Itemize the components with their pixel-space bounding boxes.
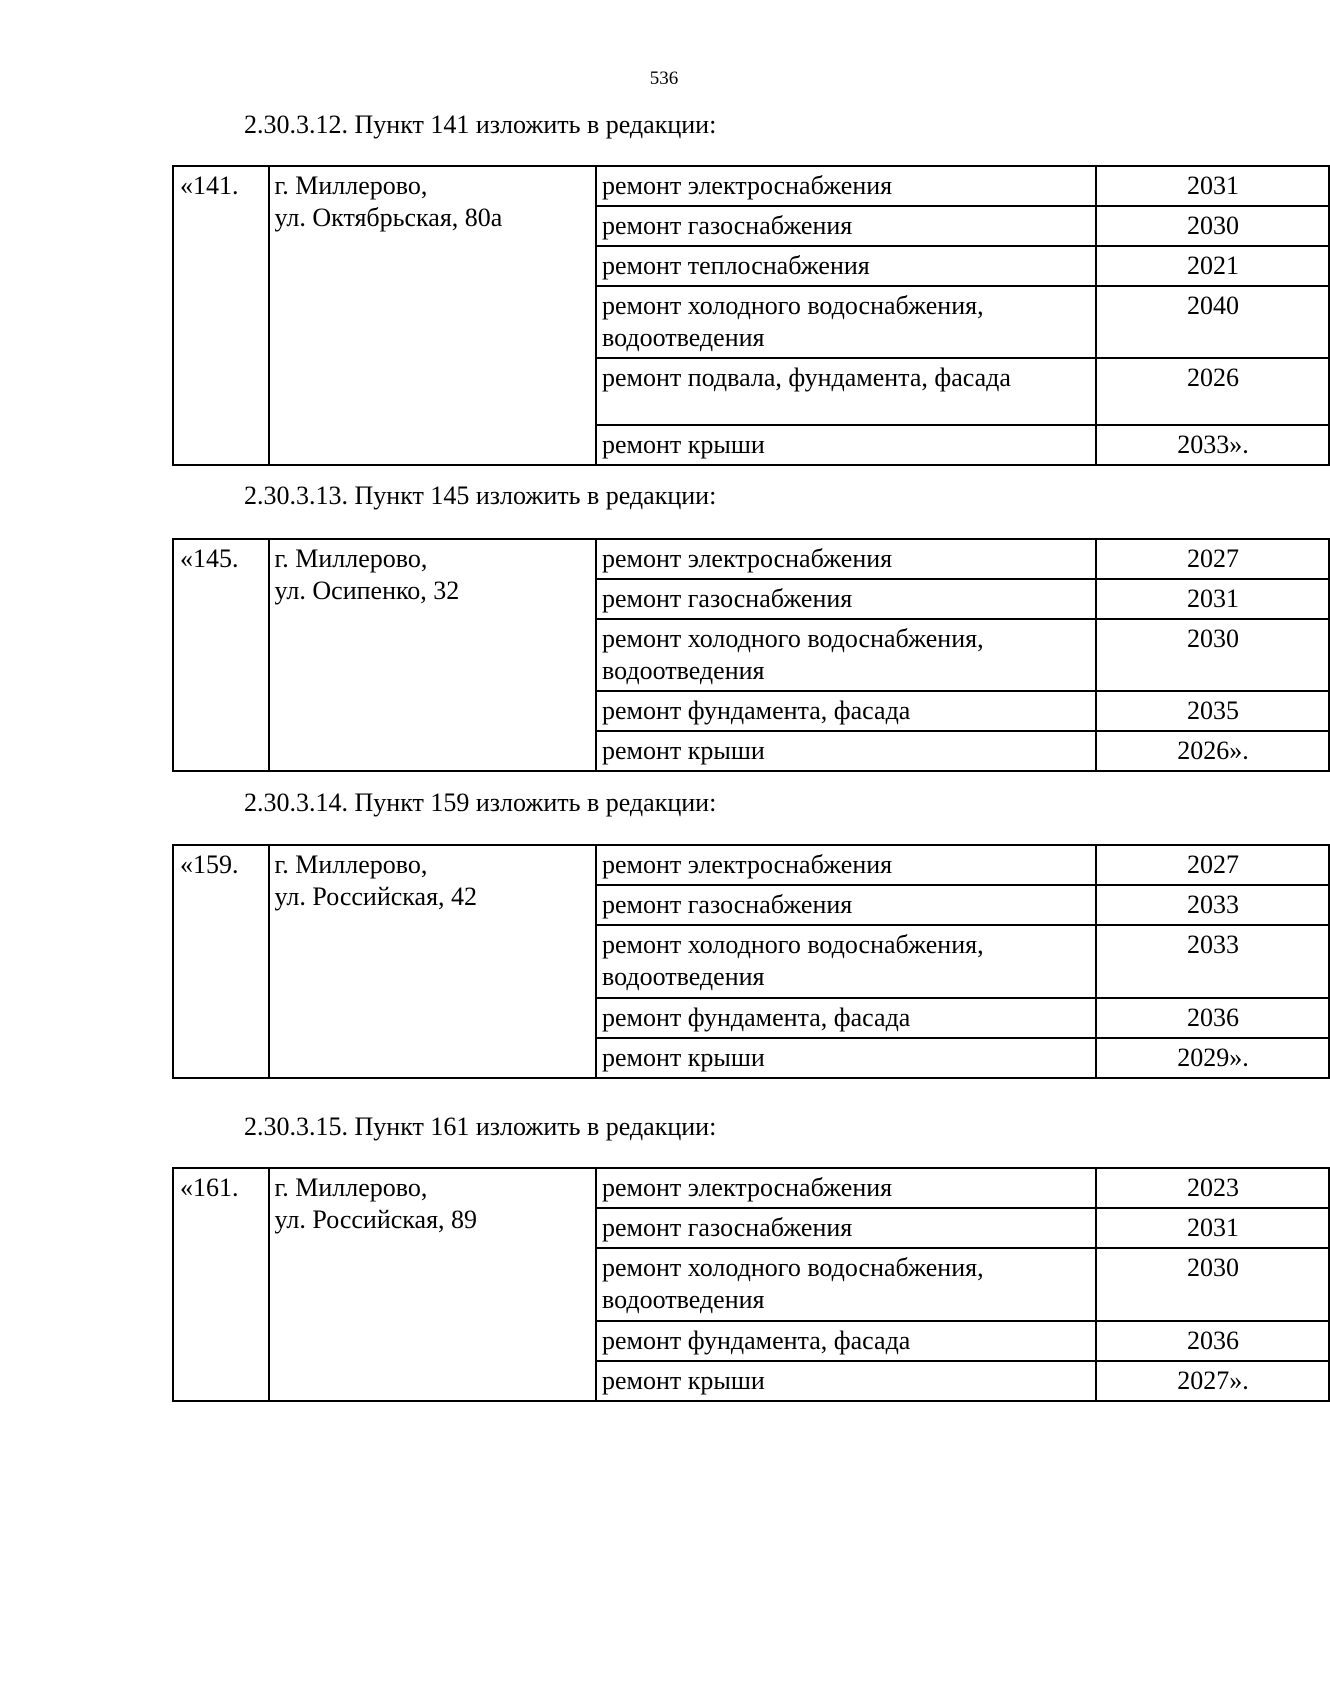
work-type-cell: ремонт крыши [596,1361,1096,1401]
item-number: «145. [173,539,269,771]
year-cell: 2030 [1096,1248,1329,1321]
repair-schedule-table [172,165,1330,466]
address-cell [269,1168,596,1401]
year-cell: 2036 [1096,1321,1329,1361]
address-cell [269,539,596,771]
table-row [173,845,1329,885]
year-cell: 2040 [1096,286,1329,358]
address-cell [269,166,596,465]
section-heading: 2.30.3.13. Пункт 145 изложить в редакции: [244,481,717,510]
year-cell: 2031 [1096,1208,1329,1248]
work-type-cell: ремонт газоснабжения [596,885,1096,925]
year-cell: 2027». [1096,1361,1329,1401]
work-type-cell: ремонт теплоснабжения [596,246,1096,286]
item-number: «159. [173,845,269,1078]
year-cell: 2031 [1096,166,1329,206]
work-type-cell: ремонт электроснабжения [596,539,1096,579]
address-cell [269,845,596,1078]
year-cell: 2026». [1096,731,1329,771]
work-type-cell: ремонт газоснабжения [596,206,1096,246]
work-type-cell: ремонт крыши [596,425,1096,465]
year-cell: 2030 [1096,206,1329,246]
address-city: г. Миллерово, [274,850,428,879]
year-cell: 2021 [1096,246,1329,286]
work-type-cell: ремонт фундамента, фасада [596,691,1096,731]
work-type-cell: ремонт газоснабжения [596,1208,1096,1248]
item-number: «161. [173,1168,269,1401]
year-cell: 2029». [1096,1038,1329,1078]
address-street: ул. Октябрьская, 80а [274,203,503,232]
section-heading: 2.30.3.12. Пункт 141 изложить в редакции: [244,110,717,139]
item-number: «141. [173,166,269,465]
year-cell: 2036 [1096,998,1329,1038]
year-cell: 2030 [1096,619,1329,691]
work-type-cell: ремонт холодного водоснабжения, водоотведения [596,1248,1096,1321]
work-type-cell: ремонт электроснабжения [596,845,1096,885]
address-city: г. Миллерово, [274,544,428,573]
address-city: г. Миллерово, [274,1173,428,1202]
year-cell: 2035 [1096,691,1329,731]
work-type-cell: ремонт холодного водоснабжения, водоотведения [596,925,1096,998]
work-type-cell: ремонт газоснабжения [596,579,1096,619]
work-type-cell: ремонт фундамента, фасада [596,998,1096,1038]
year-cell: 2033 [1096,925,1329,998]
year-cell: 2033 [1096,885,1329,925]
year-cell: 2023 [1096,1168,1329,1208]
page-number: 536 [649,68,679,89]
address-street: ул. Осипенко, 32 [274,576,460,605]
work-type-cell: ремонт холодного водоснабжения, водоотведения [596,619,1096,691]
address-city: г. Миллерово, [274,171,428,200]
section-heading: 2.30.3.14. Пункт 159 изложить в редакции: [244,788,717,817]
work-type-cell: ремонт электроснабжения [596,166,1096,206]
repair-schedule-table [172,1167,1330,1402]
table-row [173,1168,1329,1208]
table-row [173,539,1329,579]
year-cell: 2027 [1096,845,1329,885]
address-street: ул. Российская, 89 [274,1205,478,1234]
work-type-cell: ремонт электроснабжения [596,1168,1096,1208]
year-cell: 2027 [1096,539,1329,579]
work-type-cell: ремонт крыши [596,731,1096,771]
work-type-cell: ремонт крыши [596,1038,1096,1078]
section-heading: 2.30.3.15. Пункт 161 изложить в редакции: [244,1112,717,1141]
table-row [173,166,1329,206]
address-street: ул. Российская, 42 [274,882,478,911]
year-cell: 2026 [1096,358,1329,425]
year-cell: 2031 [1096,579,1329,619]
repair-schedule-table [172,844,1330,1079]
work-type-cell: ремонт холодного водоснабжения, водоотведения [596,286,1096,358]
work-type-cell: ремонт фундамента, фасада [596,1321,1096,1361]
work-type-cell: ремонт подвала, фундамента, фасада [596,358,1096,425]
repair-schedule-table [172,538,1330,772]
year-cell: 2033». [1096,425,1329,465]
